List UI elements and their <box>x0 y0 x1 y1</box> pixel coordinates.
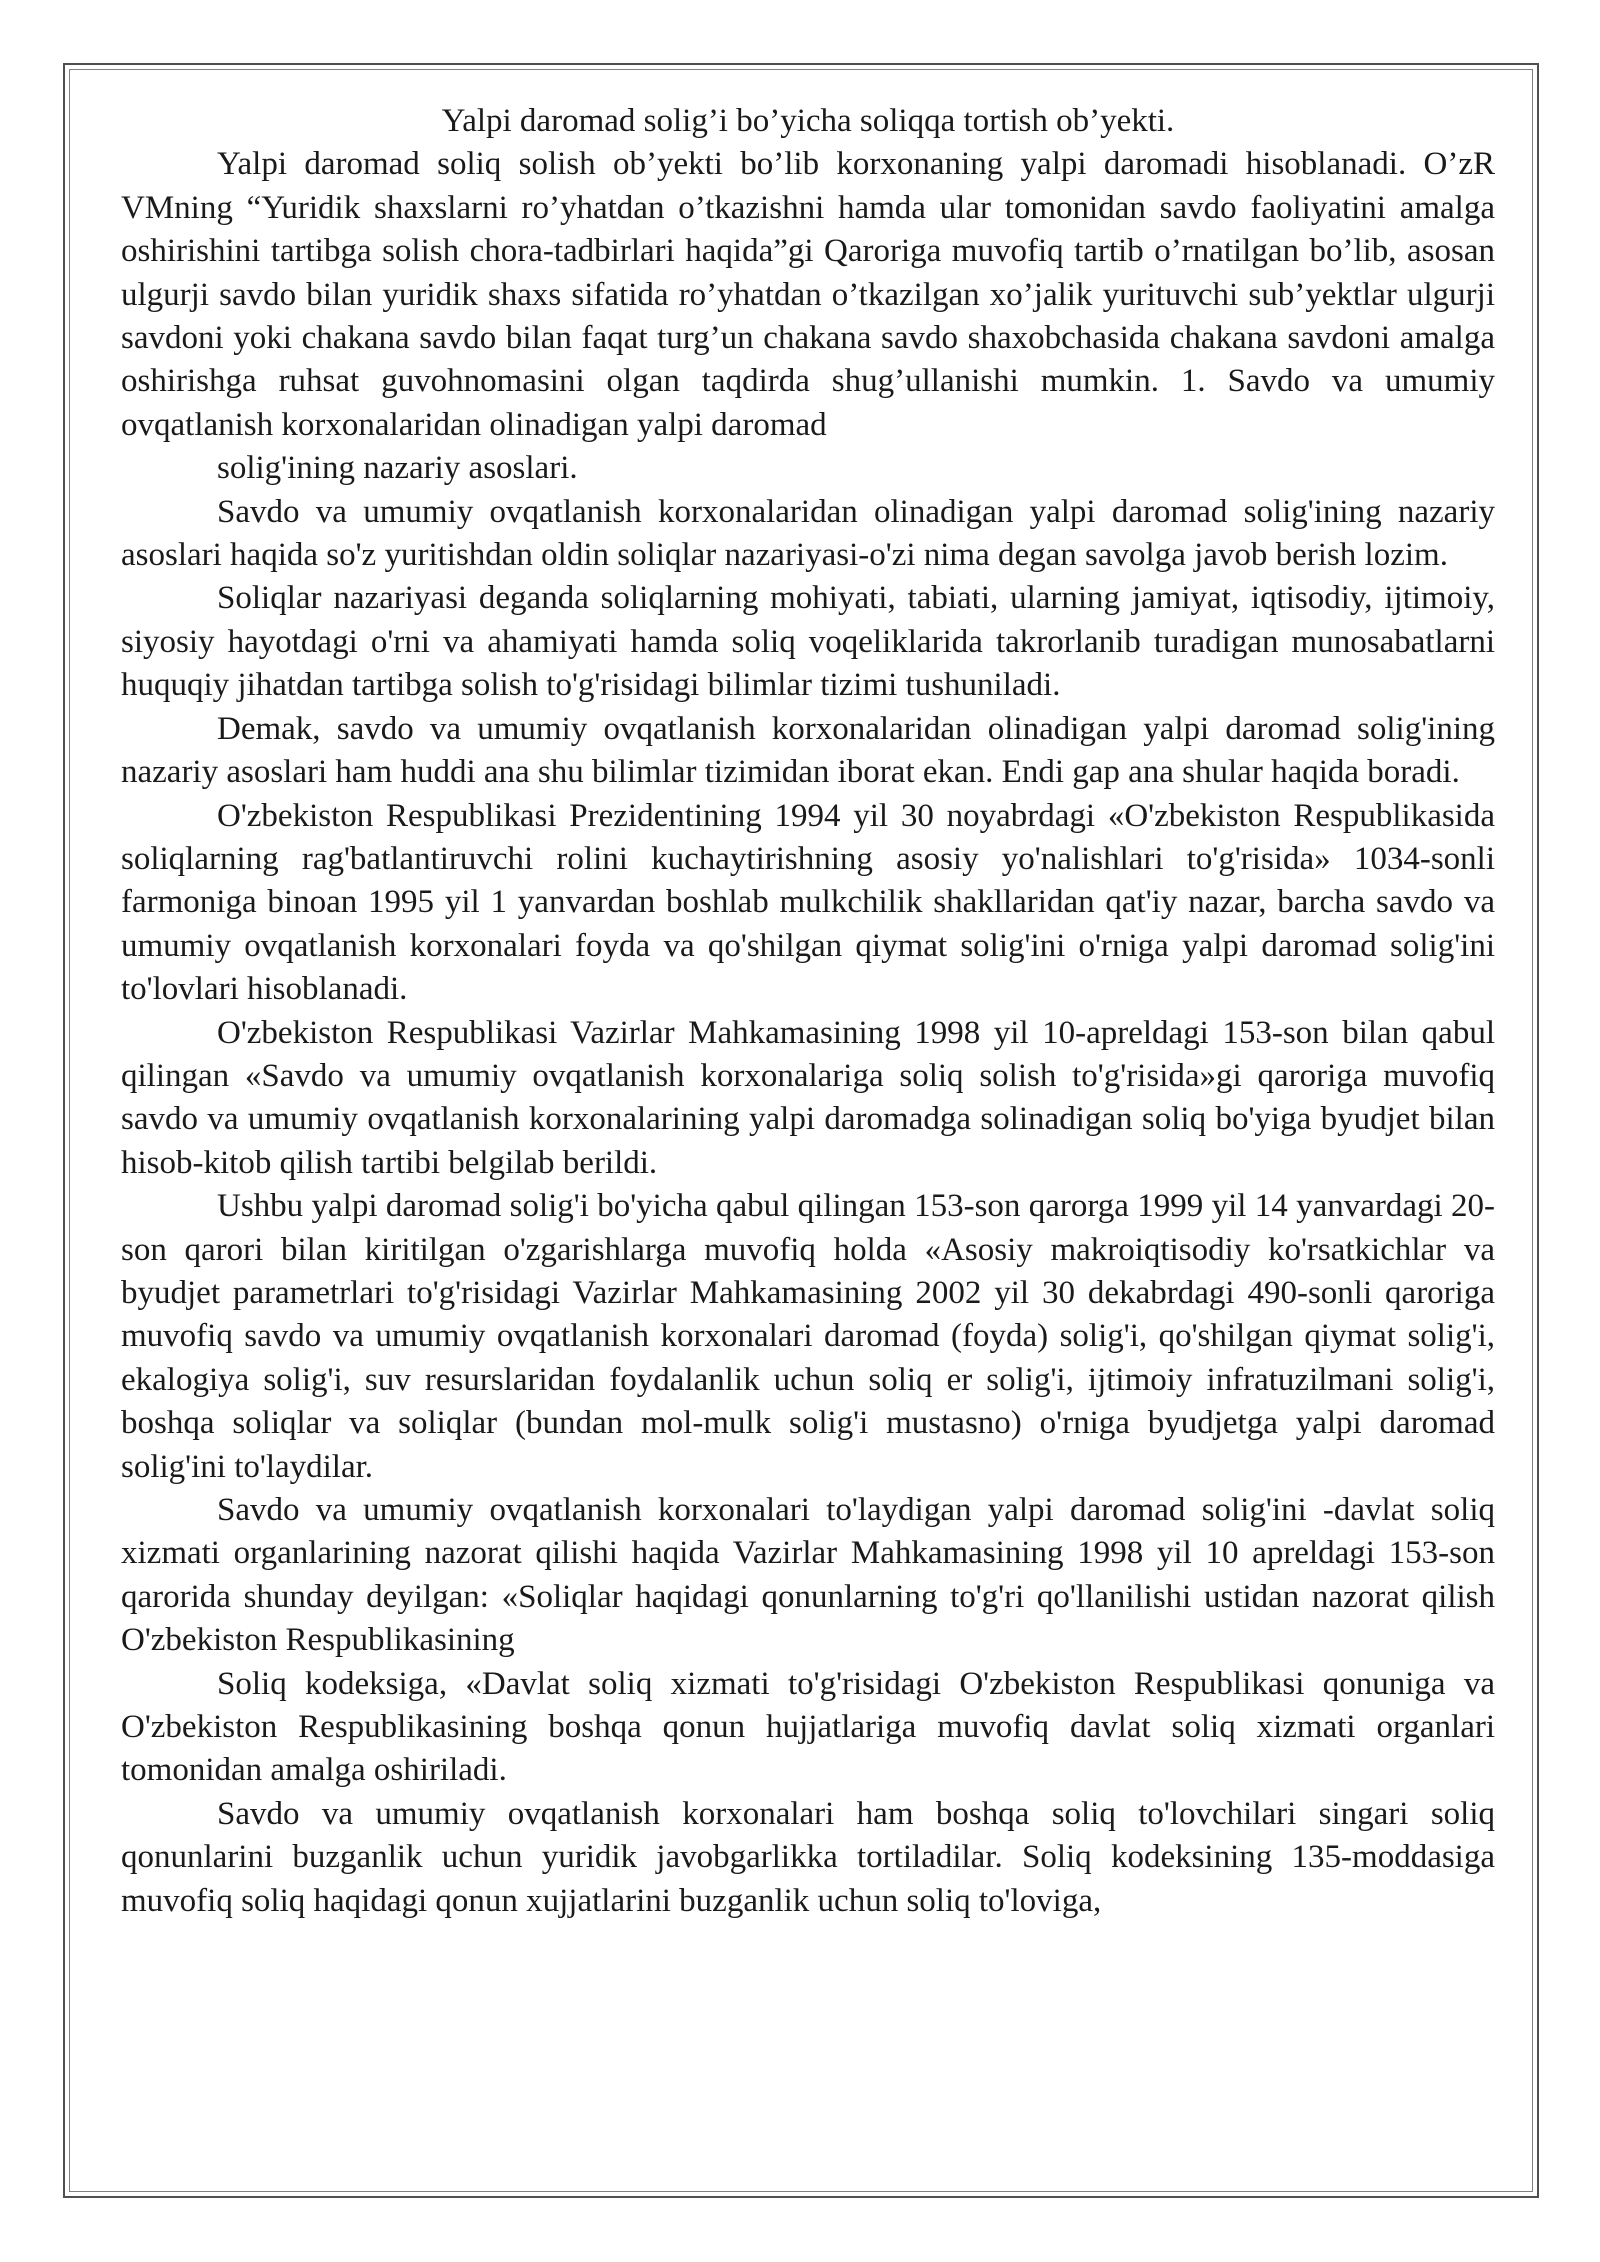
paragraph-6: O'zbekiston Respublikasi Prezidentining 1994 yil 30 noyabrdagi «O'zbekiston Respublikasida soliqlarning rag'batlantiruvchi rolini kuchaytirishning asosiy yo'nalishlari to'g'risida» 1034-sonli farmoniga binoan 1995 yil 1 yanvardan boshlab mulkchilik shakllaridan qat'iy nazar, barcha savdo va umumiy ovqatlanish korxonalari foyda va qo'shilgan qiymat solig'ini o'rniga yalpi daromad solig'ini to'lovlari hisoblanadi. <box>121 797 1495 1008</box>
paragraph-3: Savdo va umumiy ovqatlanish korxonalaridan olinadigan yalpi daromad solig'ining nazariy asoslari haqida so'z yuritishdan oldin soliqlar nazariyasi-o'zi nima degan savolga javob berish lozim. <box>121 493 1495 574</box>
paragraph-5: Demak, savdo va umumiy ovqatlanish korxonalaridan olinadigan yalpi daromad solig'ining nazariy asoslari ham huddi ana shu bilimlar tizimidan iborat ekan. Endi gap ana shular haqida boradi. <box>121 710 1495 791</box>
paragraph-1: Yalpi daromad soliq solish ob’yekti bo’lib korxonaning yalpi daromadi hisoblanadi. O’zR VMning “Yuridik shaxslarni ro’yhatdan o’tkazishni hamda ular tomonidan savdo faoliyatini amalga oshirishini tartibga solish chora-tadbirlari haqida”gi Qaroriga muvofiq tartib o’rnatilgan bo’lib, asosan ulgurji savdo bilan yuridik shaxs sifatida ro’yhatdan o’tkazilgan xo’jalik yurituvchi sub’yektlar ulgurji savdoni yoki chakana savdo bilan faqat turg’un chakana savdo shaxobchasida chakana savdoni amalga oshirishga ruhsat guvohnomasini olgan taqdirda shug’ullanishi mumkin. 1. Savdo va umumiy ovqatlanish korxonalaridan olinadigan yalpi daromad <box>121 146 1495 443</box>
document-body <box>121 100 1495 1923</box>
document-title: Yalpi daromad solig’i bo’yicha soliqqa tortish ob’yekti. <box>441 103 1175 139</box>
paragraph-7: O'zbekiston Respublikasi Vazirlar Mahkamasining 1998 yil 10-apreldagi 153-son bilan qabul qilingan «Savdo va umumiy ovqatlanish korxonalariga soliq solish to'g'risida»gi qaroriga muvofiq savdo va umumiy ovqatlanish korxonalarining yalpi daromadga solinadigan soliq bo'yiga byudjet bilan hisob-kitob qilish tartibi belgilab berildi. <box>121 1014 1495 1181</box>
paragraph-4: Soliqlar nazariyasi deganda soliqlarning mohiyati, tabiati, ularning jamiyat, iqtisodiy, ijtimoiy, siyosiy hayotdagi o'rni va ahamiyati hamda soliq voqeliklarida takrorlanib turadigan munosabatlarni huquqiy jihatdan tartibga solish to'g'risidagi bilimlar tizimi tushuniladi. <box>121 580 1495 704</box>
paragraph-9: Savdo va umumiy ovqatlanish korxonalari to'laydigan yalpi daromad solig'ini -davlat soliq xizmati organlarining nazorat qilishi haqida Vazirlar Mahkamasining 1998 yil 10 apreldagi 153-son qarorida shunday deyilgan: «Soliqlar haqidagi qonunlarning to'g'ri qo'llanilishi ustidan nazorat qilish O'zbekiston Respublikasining <box>121 1492 1495 1659</box>
paragraph-8: Ushbu yalpi daromad solig'i bo'yicha qabul qilingan 153-son qarorga 1999 yil 14 yanvardagi 20-son qarori bilan kiritilgan o'zgarishlarga muvofiq holda «Asosiy makroiqtisodiy ko'rsatkichlar va byudjet parametrlari to'g'risidagi Vazirlar Mahkamasining 2002 yil 30 dekabrdagi 490-sonli qaroriga muvofiq savdo va umumiy ovqatlanish korxonalari daromad (foyda) solig'i, qo'shilgan qiymat solig'i, ekalogiya solig'i, suv resurslaridan foydalanlik uchun soliq er solig'i, ijtimoiy infratuzilmani solig'i, boshqa soliqlar va soliqlar (bundan mol-mulk solig'i mustasno) o'rniga byudjetga yalpi daromad solig'ini to'laydilar. <box>121 1188 1495 1485</box>
paragraph-11: Savdo va umumiy ovqatlanish korxonalari ham boshqa soliq to'lovchilari singari soliq qonunlarini buzganlik uchun yuridik javobgarlikka tortiladilar. Soliq kodeksining 135-moddasiga muvofiq soliq haqidagi qonun xujjatlarini buzganlik uchun soliq to'loviga, <box>121 1795 1495 1919</box>
paragraph-10: Soliq kodeksiga, «Davlat soliq xizmati to'g'risidagi O'zbekiston Respublikasi qonuniga va O'zbekiston Respublikasining boshqa qonun hujjatlariga muvofiq davlat soliq xizmati organlari tomonidan amalga oshiriladi. <box>121 1665 1495 1789</box>
paragraph-2: solig'ining nazariy asoslari. <box>217 450 578 487</box>
